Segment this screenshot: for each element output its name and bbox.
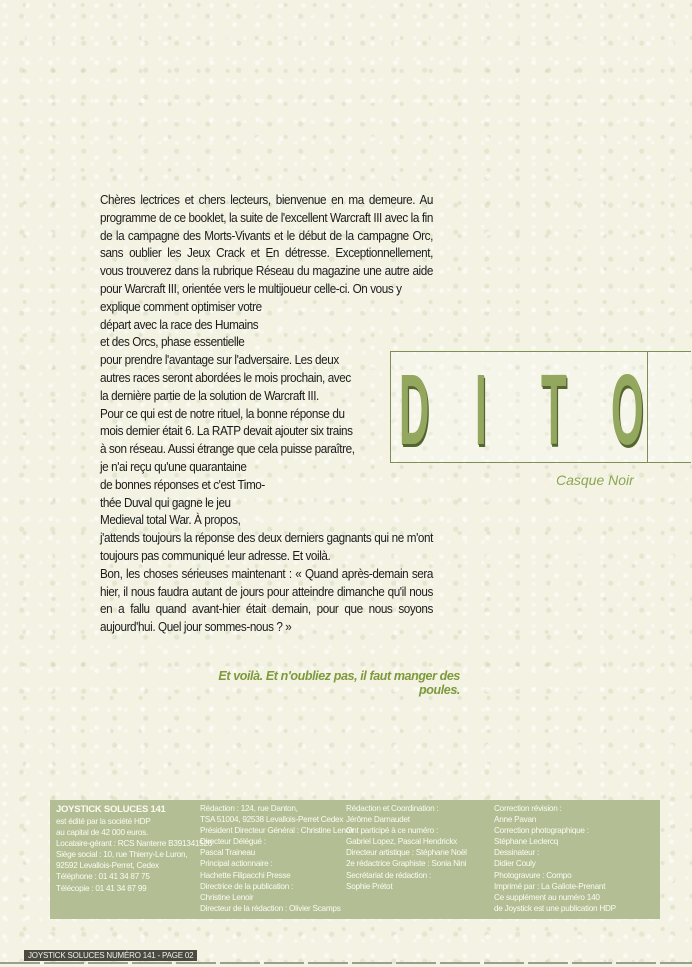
credit-line: Correction révision : (494, 804, 562, 813)
credit-line: Ont participé à ce numéro : (346, 826, 439, 836)
paragraph-3: Bon, les choses sérieuses maintenant : « Quand après-demain sera hier, il nous faudra autant de jours pour atteindre dimanche qu'il nous en a fallu quand avant-hier était demain, pour que nous soyons aujourd'hui. Quel jour sommes-nous ? » (100, 566, 433, 635)
edito-title-box (390, 351, 691, 466)
credit-line: Anne Pavan (494, 815, 537, 825)
credit-line: Didier Couly (494, 859, 536, 869)
text-line: autres races seront abordées le mois prochain, avec (100, 370, 351, 385)
wrapped-lines-1 (100, 299, 433, 530)
text-line: pour prendre l'avantage sur l'adversaire. Les deux (100, 353, 339, 368)
credits-column-publisher (56, 803, 213, 894)
credit-line: 92592 Levallois-Perret, Cedex (56, 861, 159, 871)
credit-line: Rédaction : 124, rue Danton, (200, 804, 298, 813)
text-line: Medieval total War. À propos, (100, 513, 241, 528)
text-line: à son réseau. Aussi étrange que cela puisse paraître, (100, 442, 355, 457)
credit-line: Imprimé par : La Galiote-Prenant (494, 881, 606, 891)
edito-divider (647, 352, 648, 462)
text-line: et des Orcs, phase essentielle (100, 335, 245, 350)
credit-line: Pascal Traineau (200, 848, 255, 858)
text-line: thée Duval qui gagne le jeu (100, 495, 231, 510)
credit-line: Hachette Filipacchi Presse (200, 870, 291, 880)
credit-line: Rédaction et Coordination : (346, 804, 439, 813)
text-line: départ avec la race des Humains (100, 317, 259, 332)
credit-line: Secrétariat de rédaction : (346, 870, 431, 880)
credit-line: Téléphone : 01 41 34 87 75 (56, 872, 150, 882)
credit-line: Locataire-gérant : RCS Nanterre B391341526 (56, 839, 213, 849)
credit-line: TSA 51004, 92538 Levallois-Perret Cedex (200, 815, 344, 825)
credit-line: Ce supplément au numéro 140 (494, 892, 600, 902)
credit-line: au capital de 42 000 euros. (56, 828, 149, 838)
credit-line: Directeur Délégué : (200, 837, 266, 847)
credit-line: Stéphane Leclercq (494, 837, 559, 847)
credits-column-editorial (346, 803, 486, 892)
paragraph-2-rest: j'attends toujours la réponse des deux derniers gagnants qui ne m'ont toujours pas communiqué leur adresse. Et voilà. (100, 531, 433, 563)
credits-column-production (494, 803, 634, 914)
text-line: la dernière partie de la solution de Warcraft III. (100, 388, 319, 403)
bottom-divider (0, 962, 692, 964)
text-line: je n'ai reçu qu'une quarantaine (100, 459, 247, 474)
credit-line: Directrice de la publication : (200, 881, 294, 891)
closing-line: Et voilà. Et n'oubliez pas, il faut manger des poules. (218, 669, 460, 697)
credit-line: Télécopie : 01 41 34 87 99 (56, 883, 147, 893)
credit-line: 2e rédactrice Graphiste : Sonia Nini (346, 859, 467, 869)
credit-line: Correction photographique : (494, 826, 589, 836)
edito-letter-o: O (611, 354, 644, 466)
credit-line: Sophie Prétot (346, 881, 393, 891)
credit-line: Christine Lenoir (200, 892, 254, 902)
credit-line: de Joystick est une publication HDP (494, 903, 616, 913)
text-line: de bonnes réponses et c'est Timo- (100, 477, 265, 492)
credit-line: Directeur de la rédaction : Olivier Scamps (200, 903, 341, 913)
credits-box (50, 800, 660, 919)
credit-line: Principal actionnaire : (200, 859, 273, 869)
paragraph-1: Chères lectrices et chers lecteurs, bienvenue en ma demeure. Au programme de ce booklet, la suite de l'excellent Warcraft III avec la fin de la campagne des Morts-Vivants et le début de la campagne Orc, sans oublier les Jeux Crack et En détresse. Exceptionnellement, vous trouverez dans la rubrique Réseau du magazine une autre aide pour Warcraft III, orientée vers le multijoueur celle-ci. On vous y (100, 193, 433, 296)
edito-letter-t: T (541, 354, 567, 466)
credit-line: Président Directeur Général : Christine Lenoir (200, 826, 355, 836)
credit-line: Photogravure : Compo (494, 870, 572, 880)
credit-line: Jérôme Darnaudet (346, 815, 410, 825)
credit-line: Directeur artistique : Stéphane Noël (346, 848, 467, 858)
edito-letter-i: I (475, 354, 487, 466)
page-footer-label: JOYSTICK SOLUCES NUMÉRO 141 - PAGE 02 (24, 950, 197, 961)
text-line: mois dernier était 6. La RATP devait ajouter six trains (100, 424, 353, 439)
text-line: Pour ce qui est de notre rituel, la bonne réponse du (100, 406, 345, 421)
edito-letters (391, 352, 651, 466)
credit-line: Siège social : 10, rue Thierry-Le Luron, (56, 850, 188, 860)
author-signature: Casque Noir (556, 472, 634, 488)
edito-letter-d: D (399, 354, 430, 466)
publication-name: JOYSTICK SOLUCES 141 (56, 804, 166, 815)
credit-line: est édité par la société HDP (56, 817, 151, 826)
text-line: explique comment optimiser votre (100, 299, 262, 314)
credits-column-management (200, 803, 355, 914)
credit-line: Dessinateur : (494, 848, 539, 858)
editorial-body (100, 192, 433, 637)
credit-line: Gabriel Lopez, Pascal Hendrickx (346, 837, 458, 847)
